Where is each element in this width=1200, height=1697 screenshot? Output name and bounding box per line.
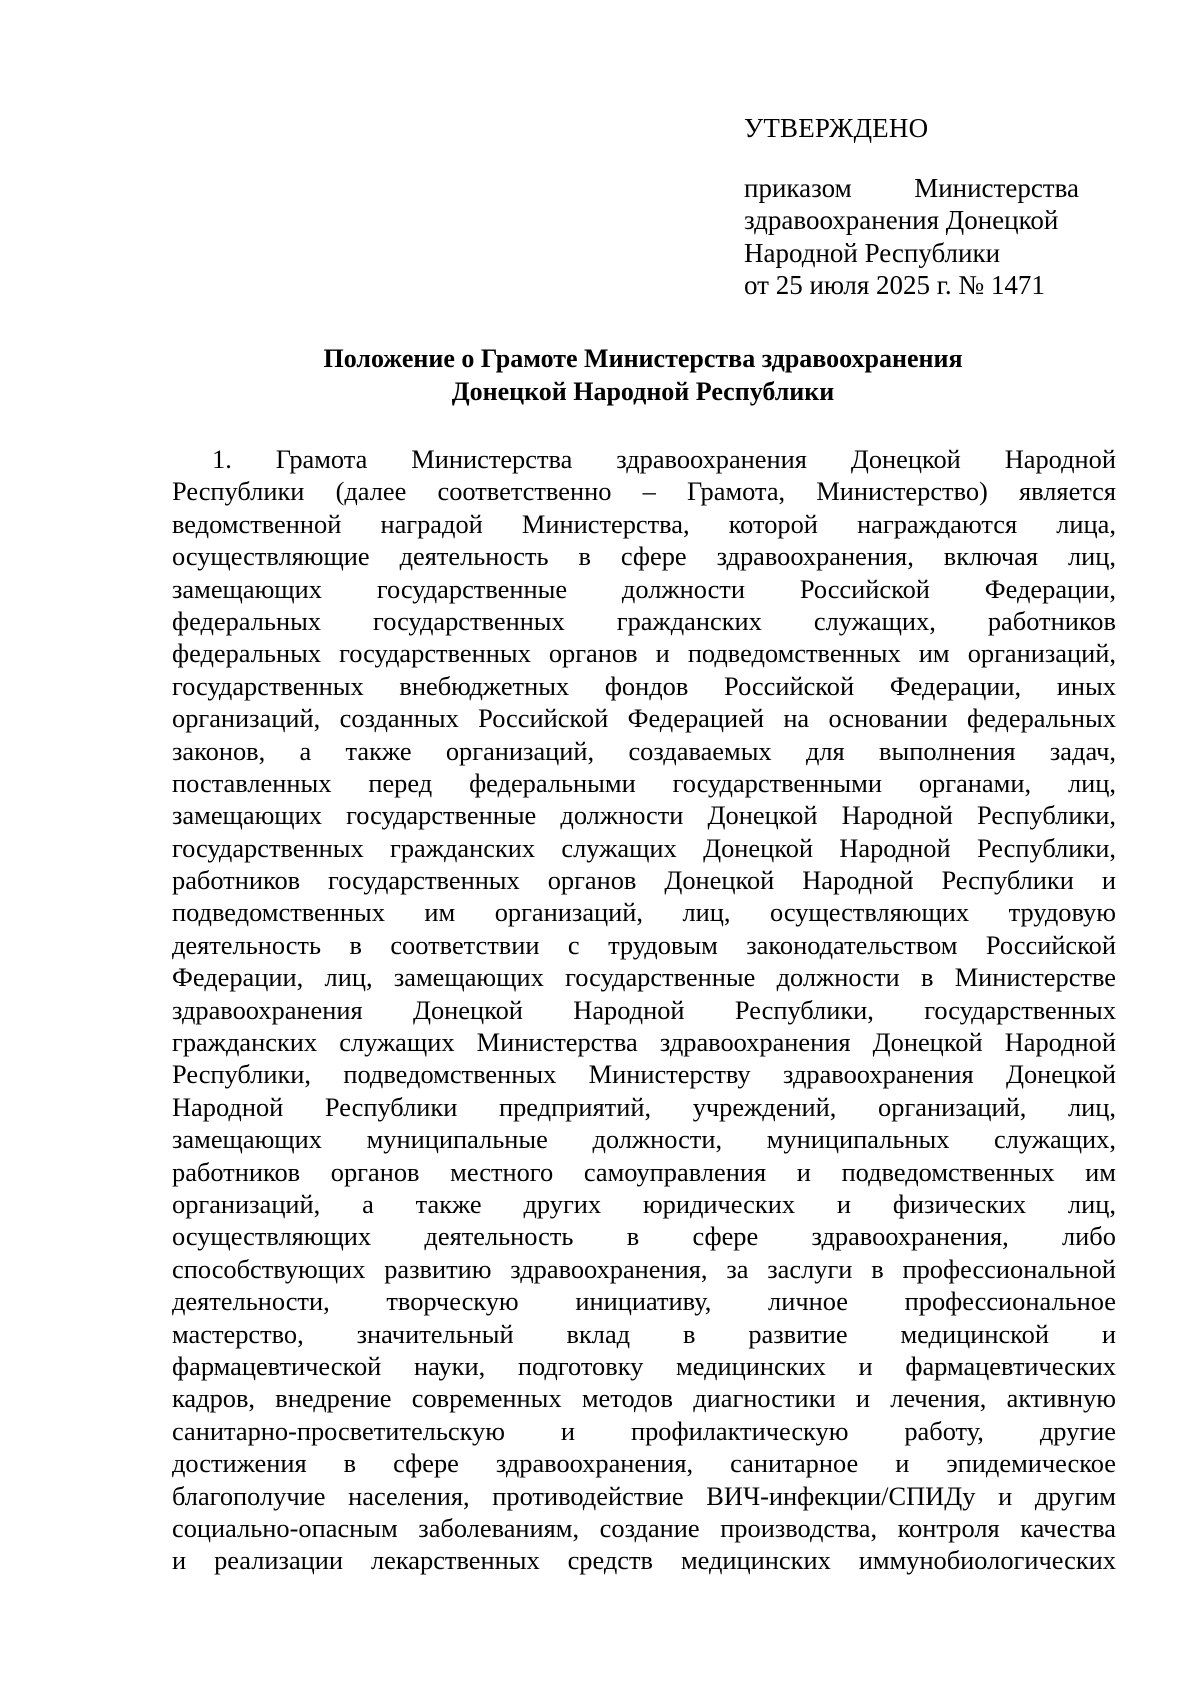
paragraph-word: здравоохранения, <box>716 541 914 572</box>
paragraph-line <box>172 1447 1116 1479</box>
paragraph-word: медицинской <box>900 1318 1049 1349</box>
paragraph-line <box>172 929 1116 961</box>
paragraph-word: Донецкой <box>872 1027 983 1058</box>
paragraph-word: 1. <box>212 444 232 474</box>
paragraph-word: Донецкой <box>707 800 818 831</box>
paragraph-word: организаций, <box>445 735 595 766</box>
paragraph-word: ВИЧ-инфекции/СПИДу <box>706 1480 976 1511</box>
paragraph-word: фармацевтических <box>905 1350 1116 1381</box>
paragraph-word: вклад <box>566 1318 631 1349</box>
paragraph-word: здравоохранения <box>616 444 807 474</box>
paragraph-word: Донецкой <box>703 832 814 863</box>
paragraph-word: внебюджетных <box>399 670 570 701</box>
paragraph-word: развитие <box>748 1318 848 1349</box>
paragraph-word: и <box>836 1188 851 1219</box>
paragraph-word: гражданских <box>616 605 762 636</box>
paragraph-word: Российской <box>799 573 930 604</box>
paragraph-word: создание <box>599 1512 700 1543</box>
paragraph-word: в <box>682 1318 696 1349</box>
paragraph-word: – <box>642 476 656 507</box>
paragraph-word: заболеваниям, <box>418 1512 580 1543</box>
paragraph-word: производства, <box>720 1512 878 1543</box>
paragraph-word: здравоохранения <box>172 994 363 1025</box>
paragraph-word: подведомственных <box>687 638 901 669</box>
paragraph-line <box>172 670 1116 702</box>
paragraph-word: Республики <box>941 865 1074 896</box>
paragraph-word: федеральных <box>172 605 322 636</box>
paragraph-word: Народной <box>1004 444 1116 474</box>
paragraph-word: им <box>1085 1156 1116 1187</box>
paragraph-line <box>172 994 1116 1026</box>
paragraph-word: деятельности, <box>172 1286 330 1317</box>
paragraph-word: организаций, <box>172 1188 321 1219</box>
paragraph-word: санитарное <box>730 1448 859 1479</box>
paragraph-word: лиц, <box>682 897 731 928</box>
paragraph-word: фармацевтической <box>172 1350 382 1381</box>
paragraph-word: также <box>345 735 412 766</box>
approval-republic-line: Народной Республики <box>744 237 1001 268</box>
paragraph-word: на <box>783 703 810 734</box>
paragraph-word: государственные <box>565 962 756 993</box>
paragraph-word: современных <box>411 1383 562 1414</box>
paragraph-line <box>172 605 1116 637</box>
approval-stamp-block <box>744 112 1079 302</box>
paragraph-word: развитию <box>384 1253 492 1284</box>
paragraph-word: наградой <box>380 508 483 539</box>
paragraph-word: законов, <box>172 735 266 766</box>
paragraph-word: лиц, <box>1067 767 1116 798</box>
paragraph-word: способствующих <box>172 1253 366 1284</box>
paragraph-word: органами, <box>918 767 1032 798</box>
paragraph-line <box>172 1415 1116 1447</box>
paragraph-word: организаций, <box>172 703 321 734</box>
paragraph-word: им <box>918 638 950 669</box>
paragraph-word: Федерации, <box>889 670 1022 701</box>
paragraph-word: здравоохранения, <box>510 1253 708 1284</box>
paragraph-word: работу, <box>904 1415 984 1446</box>
paragraph-word: Народной <box>573 994 685 1025</box>
paragraph-word: органов <box>330 1156 420 1187</box>
paragraph-word: соответственно <box>437 476 612 507</box>
paragraph-word: Народной <box>1004 1027 1116 1058</box>
paragraph-word: юридических <box>642 1188 796 1219</box>
paragraph-word: и <box>1101 865 1116 896</box>
paragraph-word: государственные <box>346 800 537 831</box>
paragraph-word: Народной <box>841 800 953 831</box>
paragraph-word: за <box>726 1253 749 1284</box>
paragraph-word: должности <box>560 800 684 831</box>
paragraph-word: заслуги <box>767 1253 853 1284</box>
paragraph-word: мастерство, <box>172 1318 304 1349</box>
paragraph-word: творческую <box>386 1286 519 1317</box>
paragraph-word: здравоохранения <box>783 1059 974 1090</box>
paragraph-word: трудовую <box>1008 897 1116 928</box>
paragraph-word: и <box>560 1415 576 1446</box>
paragraph-word: трудовым <box>608 929 718 960</box>
approval-order-line <box>744 172 1079 205</box>
paragraph-line <box>172 1091 1116 1123</box>
paragraph-word: кадров, <box>172 1383 256 1414</box>
paragraph-line <box>172 1512 1116 1544</box>
paragraph-word: реализации <box>214 1545 344 1576</box>
paragraph-word: и <box>172 1545 187 1576</box>
paragraph-1 <box>172 443 1116 1577</box>
paragraph-word: Донецкой <box>850 444 961 474</box>
paragraph-word: и <box>858 1350 873 1381</box>
paragraph-word: а <box>362 1188 374 1219</box>
paragraph-word: муниципальные <box>366 1124 548 1155</box>
document-title-line-2: Донецкой Народной Республики <box>451 376 835 406</box>
paragraph-word: Российской <box>478 703 609 734</box>
paragraph-word: федеральных <box>966 703 1116 734</box>
paragraph-word: которой <box>728 508 818 539</box>
paragraph-word: работников <box>987 605 1116 636</box>
paragraph-word: Федерации, <box>172 962 304 993</box>
paragraph-word: Министерства, <box>521 508 690 539</box>
approval-ministry-word: Министерства <box>914 172 1079 203</box>
paragraph-word: служащих, <box>994 1124 1116 1155</box>
paragraph-word: Республики, <box>977 800 1116 831</box>
paragraph-word: лица, <box>1056 508 1116 539</box>
paragraph-word: лиц, <box>1067 541 1116 572</box>
paragraph-word: либо <box>1062 1221 1116 1252</box>
paragraph-line <box>172 735 1116 767</box>
paragraph-word: подведомственных <box>841 1156 1055 1187</box>
paragraph-word: лиц, <box>1067 1091 1116 1122</box>
paragraph-word: сфере <box>692 1221 759 1252</box>
paragraph-word: государственных <box>172 670 364 701</box>
paragraph-word: государственными <box>672 767 882 798</box>
paragraph-line <box>172 1318 1116 1350</box>
paragraph-word: (далее <box>335 476 407 507</box>
paragraph-word: и <box>796 1156 811 1187</box>
paragraph-line <box>172 864 1116 896</box>
paragraph-word: осуществляющих <box>769 897 970 928</box>
paragraph-word: сфере <box>393 1448 459 1479</box>
paragraph-word: перед <box>368 767 433 798</box>
paragraph-word: создаваемых <box>628 735 772 766</box>
paragraph-word: инициативу, <box>575 1286 712 1317</box>
paragraph-word: и <box>998 1480 1013 1511</box>
paragraph-word: должности <box>621 573 745 604</box>
paragraph-word: лиц, <box>1067 1188 1116 1219</box>
paragraph-word: Республики <box>324 1091 458 1122</box>
paragraph-line <box>172 637 1116 669</box>
paragraph-word: Донецкой <box>664 865 775 896</box>
paragraph-word: эпидемическое <box>946 1448 1116 1479</box>
paragraph-word: Донецкой <box>412 994 523 1025</box>
paragraph-word: Грамота <box>275 444 368 474</box>
paragraph-line <box>172 702 1116 734</box>
paragraph-word: Российской <box>724 670 855 701</box>
paragraph-word: органов <box>548 638 638 669</box>
paragraph-word: созданных <box>339 703 459 734</box>
paragraph-line <box>172 896 1116 928</box>
paragraph-word: государственных <box>924 994 1116 1025</box>
paragraph-word: здравоохранения <box>659 1027 851 1058</box>
approval-ministry-line: здравоохранения Донецкой <box>744 205 1059 235</box>
paragraph-word: другим <box>1034 1480 1116 1511</box>
paragraph-word: с <box>567 929 580 960</box>
paragraph-word: самоуправления <box>583 1156 767 1187</box>
paragraph-word: и <box>655 638 670 669</box>
paragraph-word: здравоохранения, <box>495 1448 694 1479</box>
paragraph-word: государственных <box>172 832 364 863</box>
paragraph-line <box>172 1026 1116 1058</box>
paragraph-word: основании <box>828 703 948 734</box>
paragraph-word: должности <box>776 962 900 993</box>
paragraph-word: профессиональное <box>904 1286 1116 1317</box>
paragraph-line <box>172 1350 1116 1382</box>
paragraph-word: здравоохранения, <box>811 1221 1009 1252</box>
paragraph-line <box>172 1156 1116 1188</box>
paragraph-line <box>172 475 1116 507</box>
paragraph-word: Министерства <box>476 1027 638 1058</box>
paragraph-word: им <box>424 897 456 928</box>
paragraph-word: органов <box>547 865 637 896</box>
paragraph-word: Министерству <box>588 1059 751 1090</box>
paragraph-line <box>172 1058 1116 1090</box>
paragraph-word: Донецкой <box>1005 1059 1116 1090</box>
paragraph-word: Республики <box>172 476 305 507</box>
document-title-line-1: Положение о Грамоте Министерства здравоохранения <box>323 344 963 373</box>
paragraph-word: в <box>578 541 591 572</box>
paragraph-word: учреждений, <box>692 1091 837 1122</box>
paragraph-word: выполнения <box>879 735 1016 766</box>
paragraph-word: профессиональной <box>902 1253 1116 1284</box>
paragraph-word: в <box>871 1253 884 1284</box>
paragraph-word: государственных <box>373 605 565 636</box>
paragraph-word: соответствии <box>390 929 540 960</box>
paragraph-word: внедрение <box>275 1383 392 1414</box>
paragraph-word: задач, <box>1049 735 1116 766</box>
paragraph-word: работников <box>172 865 301 896</box>
paragraph-word: деятельность <box>399 541 549 572</box>
paragraph-word: населения, <box>348 1480 470 1511</box>
paragraph-word: деятельность <box>424 1221 574 1252</box>
approval-order-word: приказом <box>744 172 852 203</box>
paragraph-word: осуществляющих <box>172 1221 372 1252</box>
paragraph-word: Республики, <box>172 1059 311 1090</box>
paragraph-word: законодательством <box>746 929 958 960</box>
approval-date-number: от 25 июля 2025 г. № 1471 <box>744 270 1045 300</box>
paragraph-word: санитарно-просветительскую <box>172 1415 505 1446</box>
paragraph-word: замещающих <box>172 1124 322 1155</box>
paragraph-word: включая <box>943 541 1039 572</box>
paragraph-line <box>172 508 1116 540</box>
paragraph-word: должности, <box>592 1124 723 1155</box>
paragraph-word: Народной <box>802 865 914 896</box>
paragraph-word: фондов <box>604 670 689 701</box>
paragraph-word: Министерства <box>411 444 573 474</box>
paragraph-word: федеральными <box>469 767 636 798</box>
paragraph-word: работников <box>172 1156 301 1187</box>
paragraph-word: муниципальных <box>766 1124 950 1155</box>
paragraph-word: государственных <box>339 638 531 669</box>
paragraph-word: подготовку <box>517 1350 644 1381</box>
paragraph-word: методов <box>581 1383 673 1414</box>
paragraph-word: деятельность <box>172 929 321 960</box>
paragraph-word: местного <box>450 1156 554 1187</box>
paragraph-word: организаций, <box>878 1091 1027 1122</box>
paragraph-word: контроля <box>897 1512 1000 1543</box>
paragraph-line <box>172 832 1116 864</box>
paragraph-word: Республики, <box>734 994 874 1025</box>
paragraph-word: в <box>343 1448 357 1479</box>
paragraph-word: государственные <box>376 573 568 604</box>
paragraph-word: служащих <box>339 1027 455 1058</box>
paragraph-word: благополучие <box>172 1480 326 1511</box>
paragraph-word: Министерстве <box>954 962 1116 993</box>
paragraph-word: Народной <box>172 1091 284 1122</box>
paragraph-word: сфере <box>620 541 687 572</box>
paragraph-word: ведомственной <box>172 508 342 539</box>
paragraph-line <box>172 573 1116 605</box>
paragraph-word: для <box>805 735 845 766</box>
paragraph-word: противодействие <box>492 1480 684 1511</box>
paragraph-line <box>172 1544 1116 1576</box>
paragraph-word: в <box>920 962 934 993</box>
paragraph-line <box>172 799 1116 831</box>
document-title <box>170 343 1116 408</box>
paragraph-word: профилактическую <box>630 1415 849 1446</box>
paragraph-word: государственных <box>328 865 520 896</box>
paragraph-word: лекарственных <box>370 1545 540 1576</box>
paragraph-word: физических <box>892 1188 1027 1219</box>
paragraph-word: значительный <box>356 1318 514 1349</box>
paragraph-word: Министерство) <box>816 476 988 507</box>
paragraph-word: Грамота, <box>686 476 786 507</box>
paragraph-word: медицинских <box>676 1350 826 1381</box>
paragraph-word: Федерации, <box>984 573 1116 604</box>
paragraph-word: служащих, <box>813 605 936 636</box>
paragraph-word: в <box>349 929 362 960</box>
paragraph-word: является <box>1019 476 1116 507</box>
paragraph-word: средств <box>567 1545 653 1576</box>
paragraph-word: поставленных <box>172 767 332 798</box>
paragraph-word: иммунобиологических <box>858 1545 1116 1576</box>
paragraph-word: служащих <box>561 832 677 863</box>
paragraph-word: качества <box>1020 1512 1116 1543</box>
paragraph-word: замещающих <box>393 962 544 993</box>
paragraph-line <box>172 1480 1116 1512</box>
paragraph-word: в <box>626 1221 640 1252</box>
paragraph-word: личное <box>768 1286 848 1317</box>
paragraph-word: и <box>895 1448 910 1479</box>
paragraph-word: активную <box>1006 1383 1116 1414</box>
paragraph-line <box>172 1123 1116 1155</box>
paragraph-word: замещающих <box>172 573 322 604</box>
paragraph-word: лечения, <box>890 1383 987 1414</box>
paragraph-word: достижения <box>172 1448 307 1479</box>
paragraph-word: Российской <box>985 929 1116 960</box>
approval-title: УТВЕРЖДЕНО <box>744 113 929 143</box>
paragraph-line <box>172 1220 1116 1252</box>
paragraph-word: социально-опасным <box>172 1512 398 1543</box>
paragraph-word: осуществляющие <box>172 541 370 572</box>
paragraph-word: и <box>1101 1318 1116 1349</box>
paragraph-line <box>172 1285 1116 1317</box>
paragraph-word: замещающих <box>172 800 322 831</box>
paragraph-word: гражданских <box>390 832 536 863</box>
paragraph-word: подведомственных <box>172 897 385 928</box>
paragraph-word: диагностики <box>693 1383 836 1414</box>
paragraph-line <box>172 540 1116 572</box>
paragraph-word: науки, <box>413 1350 486 1381</box>
paragraph-line <box>172 443 1116 475</box>
paragraph-word: лиц, <box>324 962 373 993</box>
paragraph-word: а <box>299 735 312 766</box>
paragraph-word: Федерацией <box>627 703 764 734</box>
paragraph-word: подведомственных <box>343 1059 557 1090</box>
paragraph-line <box>172 1188 1116 1220</box>
paragraph-word: организаций, <box>494 897 643 928</box>
paragraph-word: другие <box>1039 1415 1116 1446</box>
paragraph-word: организаций, <box>967 638 1116 669</box>
paragraph-line <box>172 1253 1116 1285</box>
paragraph-word: также <box>415 1188 482 1219</box>
paragraph-word: других <box>523 1188 602 1219</box>
paragraph-word: федеральных <box>172 638 322 669</box>
paragraph-word: иных <box>1056 670 1116 701</box>
paragraph-line <box>172 767 1116 799</box>
paragraph-word: Народной <box>839 832 951 863</box>
paragraph-word: предприятий, <box>498 1091 652 1122</box>
paragraph-word: медицинских <box>680 1545 831 1576</box>
paragraph-word: гражданских <box>172 1027 318 1058</box>
paragraph-line <box>172 961 1116 993</box>
paragraph-line <box>172 1382 1116 1414</box>
paragraph-word: награждаются <box>857 508 1018 539</box>
paragraph-word: и <box>855 1383 870 1414</box>
paragraph-word: Республики, <box>976 832 1116 863</box>
